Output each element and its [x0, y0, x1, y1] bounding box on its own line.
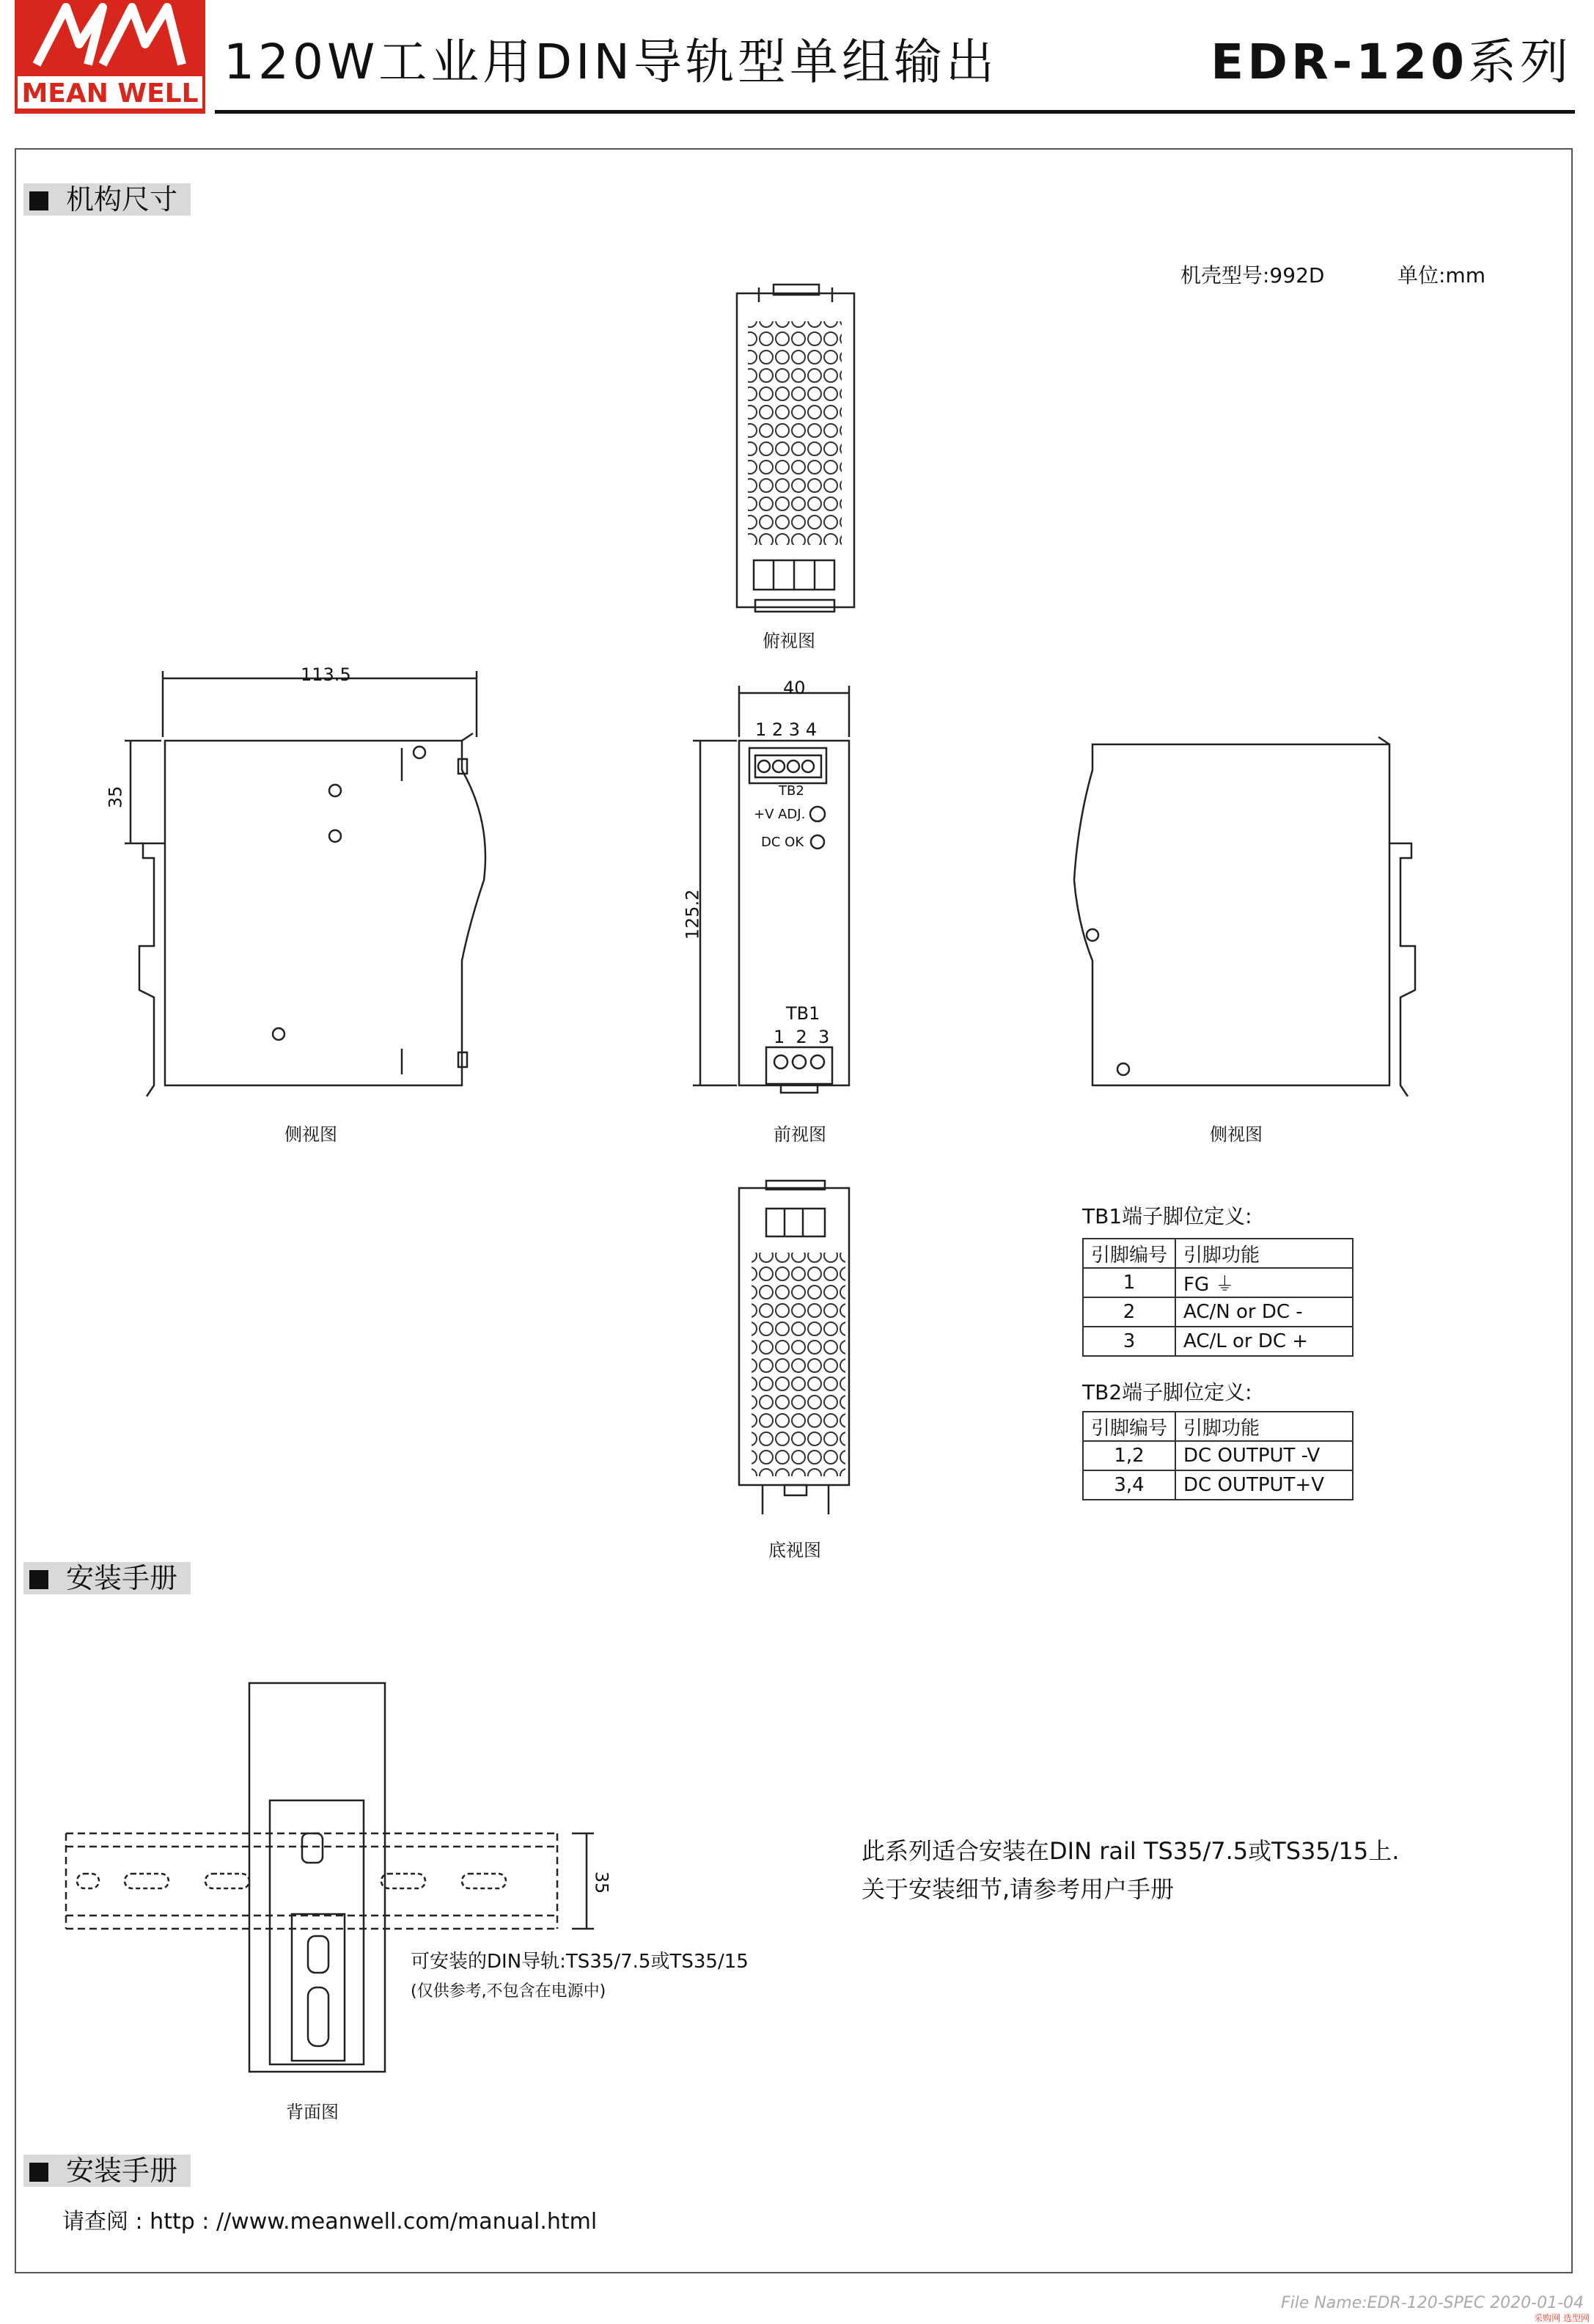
col-pin-fn: 引脚功能 [1175, 1239, 1353, 1268]
top-view [737, 285, 854, 612]
tb2-label: TB2 [779, 783, 804, 799]
manual-link[interactable]: 请查阅 : http : //www.meanwell.com/manual.html [62, 2209, 598, 2235]
rail-subnote: (仅供参考,不包含在电源中) [411, 1982, 606, 2001]
table-header-row [1083, 1412, 1353, 1441]
watermark: 采购网 选型网 [1534, 2313, 1590, 2323]
tb1-title: TB1端子脚位定义: [1082, 1204, 1252, 1228]
table-row: 1,2 DC OUTPUT -V [1083, 1441, 1353, 1470]
dim-width: 40 [783, 678, 806, 698]
vadj-label: +V ADJ. [754, 807, 806, 822]
dim-offset: 35 [105, 785, 126, 809]
col-pin-fn: 引脚功能 [1175, 1412, 1353, 1441]
col-pin-no: 引脚编号 [1083, 1412, 1175, 1441]
section-mechanical: 机构尺寸 [23, 183, 191, 216]
dim-height: 125.2 [682, 889, 703, 940]
right-side-view [1074, 737, 1415, 1096]
label-top-view: 俯视图 [763, 631, 815, 651]
table-row: 3 AC/L or DC + [1083, 1327, 1353, 1356]
install-note-2: 关于安装细节,请参考用户手册 [862, 1875, 1175, 1903]
back-view [66, 1683, 594, 2072]
tb1-label: TB1 [786, 1003, 820, 1024]
table-row: 3,4 DC OUTPUT+V [1083, 1470, 1353, 1500]
section-manual: 安装手册 [23, 2155, 191, 2187]
brand-name: MEAN WELL [15, 76, 205, 111]
label-front-view: 前视图 [774, 1124, 826, 1145]
series-label: EDR-120系列 [1211, 34, 1572, 90]
dim-rail: 35 [591, 1871, 612, 1894]
case-number: 机壳型号:992D [1180, 263, 1325, 287]
label-right-side-view: 侧视图 [1210, 1124, 1263, 1145]
tb2-title: TB2端子脚位定义: [1082, 1380, 1252, 1404]
label-back-view: 背面图 [286, 2102, 339, 2122]
left-side-view [125, 671, 485, 1096]
page-title: 120W工业用DIN导轨型单组输出 [224, 34, 998, 90]
table-row: 1 FG ⏚ [1083, 1268, 1353, 1297]
col-pin-no: 引脚编号 [1083, 1239, 1175, 1268]
table-row: 2 AC/N or DC - [1083, 1297, 1353, 1327]
label-bottom-view: 底视图 [768, 1540, 821, 1561]
unit-label: 单位:mm [1397, 263, 1485, 287]
tb1-pin-numbers: 1 2 3 [774, 1027, 830, 1047]
tb2-table [1082, 1411, 1354, 1500]
dcok-label: DC OK [761, 835, 804, 850]
dim-depth: 113.5 [301, 664, 351, 685]
tb1-table [1082, 1238, 1354, 1357]
tb2-pin-numbers: 1 2 3 4 [755, 719, 817, 740]
file-name: File Name:EDR-120-SPEC 2020-01-04 [1280, 2294, 1584, 2312]
bottom-view [739, 1181, 849, 1514]
section-installation: 安装手册 [23, 1562, 191, 1594]
install-note-1: 此系列适合安装在DIN rail TS35/7.5或TS35/15上. [862, 1837, 1400, 1865]
label-left-side-view: 侧视图 [284, 1124, 337, 1145]
rail-note: 可安装的DIN导轨:TS35/7.5或TS35/15 [411, 1951, 749, 1973]
table-header-row [1083, 1239, 1353, 1268]
